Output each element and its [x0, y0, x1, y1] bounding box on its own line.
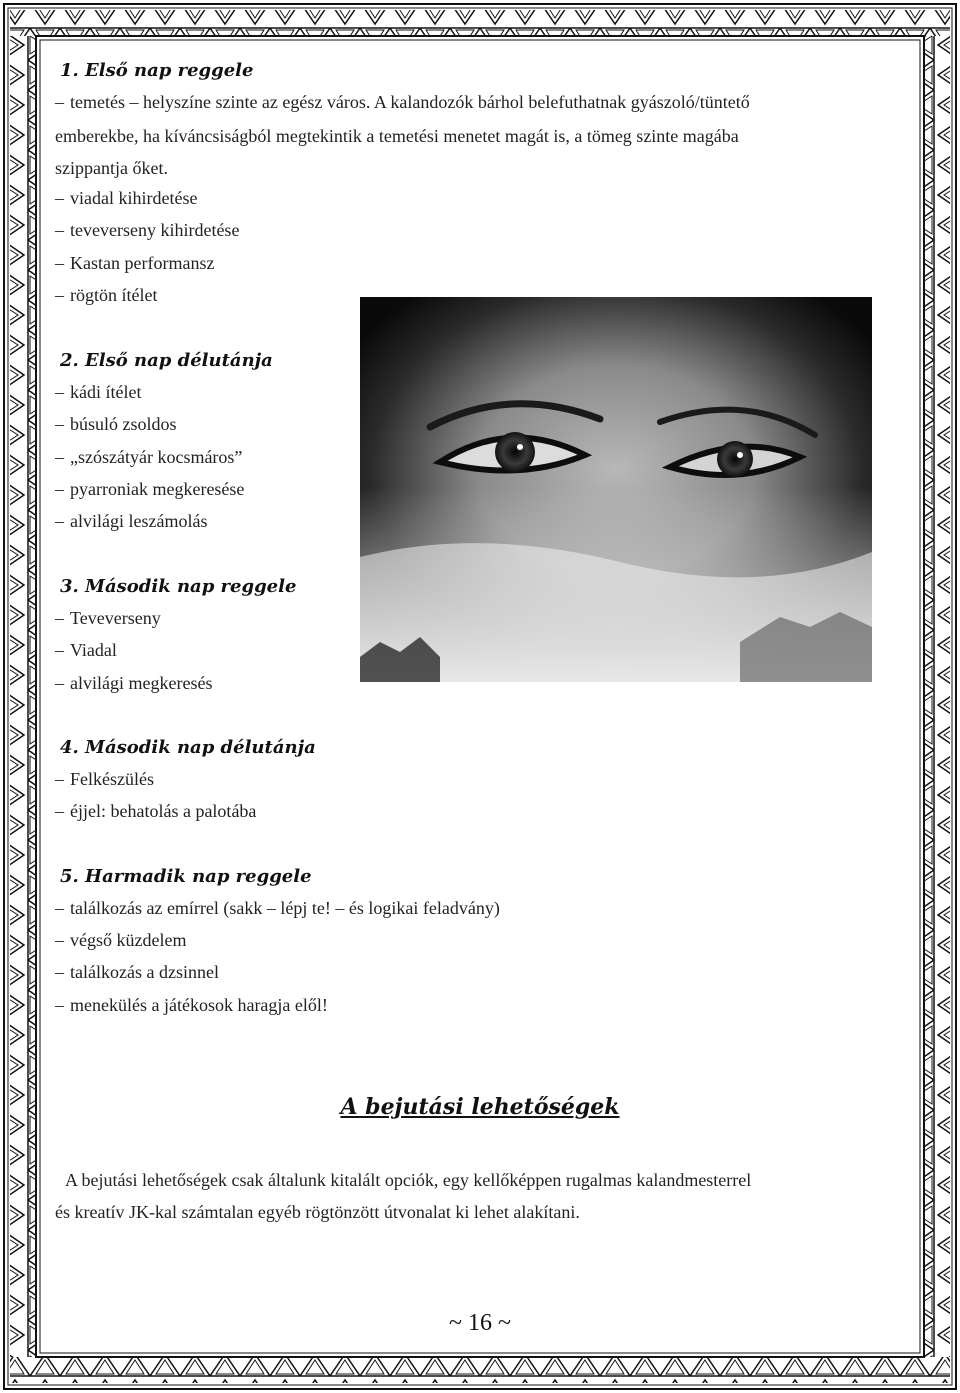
list-item: – menekülés a játékosok haragja elől! — [55, 995, 328, 1015]
section-title-2: 2. Első nap délutánja — [60, 350, 273, 371]
list-item: – Viadal — [55, 640, 117, 660]
list-item: – pyarroniak megkeresése — [55, 479, 245, 499]
list-item: – éjjel: behatolás a palotába — [55, 801, 257, 821]
list-item: – viadal kihirdetése — [55, 188, 198, 208]
list-item: – Felkészülés — [55, 769, 154, 789]
continuation-line: szippantja őket. — [55, 158, 168, 178]
list-item: – „szószátyár kocsmáros” — [55, 447, 243, 467]
section-title-4: 4. Második nap délutánja — [60, 737, 316, 758]
list-item: – végső küzdelem — [55, 930, 187, 950]
list-item: – rögtön ítélet — [55, 285, 158, 305]
list-item: – búsuló zsoldos — [55, 414, 177, 434]
paragraph-line: A bejutási lehetőségek csak általunk kitalált opciók, egy kellőképpen rugalmas kalandmesterrel — [65, 1170, 752, 1190]
veiled-eyes-photo — [360, 297, 872, 682]
section-title-1: 1. Első nap reggele — [60, 60, 254, 81]
list-item: – Teveverseny — [55, 608, 161, 628]
section-heading: A bejutási lehetőségek — [340, 1094, 620, 1120]
list-item: – kádi ítélet — [55, 382, 142, 402]
section-title-3: 3. Második nap reggele — [60, 576, 297, 597]
section-title-5: 5. Harmadik nap reggele — [60, 866, 312, 887]
page-number: ~ 16 ~ — [449, 1310, 511, 1336]
list-item: – alvilági leszámolás — [55, 511, 208, 531]
list-item: – találkozás a dzsinnel — [55, 962, 219, 982]
continuation-line: emberekbe, ha kíváncsiságból megtekintik a temetési menetet magát is, a tömeg szinte magába — [55, 126, 739, 146]
list-item: – alvilági megkeresés — [55, 673, 213, 693]
list-item: – Kastan performansz — [55, 253, 215, 273]
list-item: – teveverseny kihirdetése — [55, 220, 240, 240]
list-item: – temetés – helyszíne szinte az egész város. A kalandozók bárhol belefuthatnak gyászoló/tüntető — [55, 92, 750, 112]
list-item: – találkozás az emírrel (sakk – lépj te! – és logikai feladvány) — [55, 898, 500, 918]
paragraph-line: és kreatív JK-kal számtalan egyéb rögtönzött útvonalat ki lehet alakítani. — [55, 1202, 580, 1222]
